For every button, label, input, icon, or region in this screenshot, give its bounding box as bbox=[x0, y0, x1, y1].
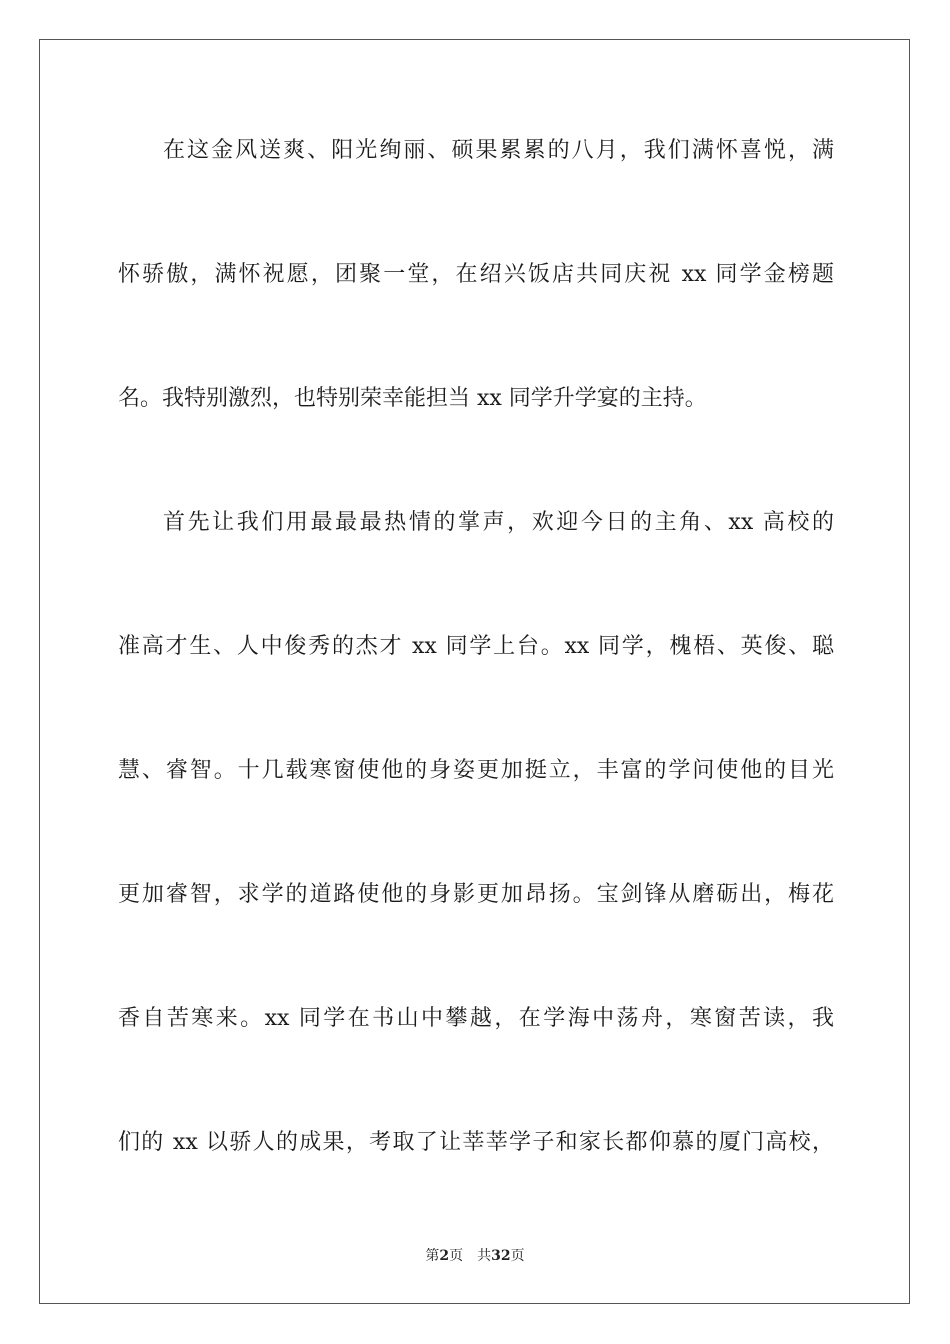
page-unit: 页 bbox=[449, 1248, 464, 1264]
text-line: 香自苦寒来。xx 同学在书山中攀越，在学海中荡舟，寒窗苦读，我 bbox=[118, 1006, 834, 1031]
text-line: 名。我特别激烈，也特别荣幸能担当 xx 同学升学宴的主持。 bbox=[118, 386, 707, 411]
total-unit: 页 bbox=[510, 1248, 525, 1264]
text-line: 在这金风送爽、阳光绚丽、硕果累累的八月，我们满怀喜悦，满 bbox=[163, 138, 834, 163]
text-line: 准高才生、人中俊秀的杰才 xx 同学上台。xx 同学，槐梧、英俊、聪 bbox=[118, 634, 834, 659]
page-footer bbox=[0, 1246, 950, 1266]
text-line: 慧、睿智。十几载寒窗使他的身姿更加挺立，丰富的学问使他的目光 bbox=[118, 758, 834, 783]
page-border bbox=[39, 39, 910, 1304]
text-line: 们的 xx 以骄人的成果，考取了让莘莘学子和家长都仰慕的厦门高校， bbox=[118, 1130, 834, 1155]
text-line: 更加睿智，求学的道路使他的身影更加昂扬。宝剑锋从磨砺出，梅花 bbox=[118, 882, 834, 907]
total-prefix: 共 bbox=[477, 1248, 492, 1264]
total-pages: 32 bbox=[491, 1248, 511, 1264]
text-line: 怀骄傲，满怀祝愿，团聚一堂，在绍兴饭店共同庆祝 xx 同学金榜题 bbox=[118, 262, 834, 287]
page-number: 2 bbox=[439, 1248, 450, 1264]
page-prefix: 第 bbox=[425, 1248, 440, 1264]
text-line: 首先让我们用最最最热情的掌声，欢迎今日的主角、xx 高校的 bbox=[163, 510, 834, 535]
